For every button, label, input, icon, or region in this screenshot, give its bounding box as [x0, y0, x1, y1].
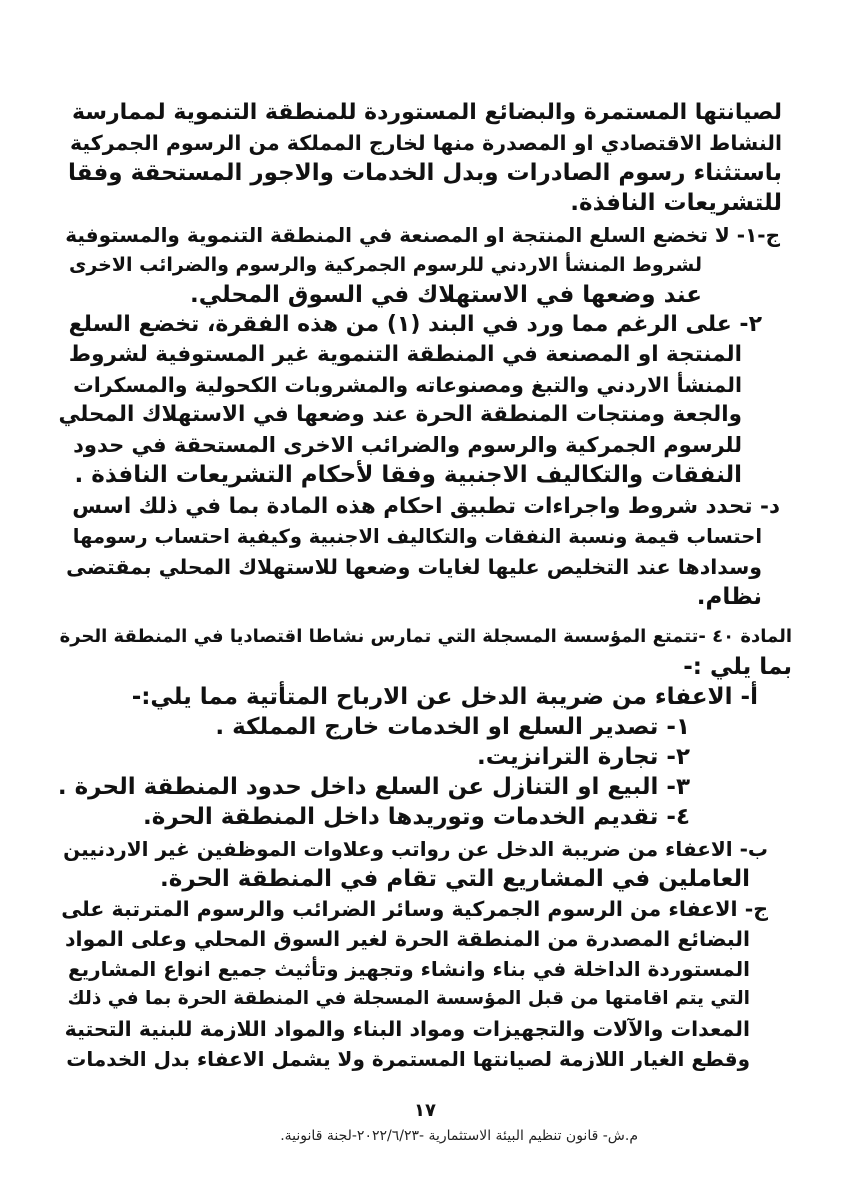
text-line: وسدادها عند التخليص عليها لغايات وضعها للاستهلاك المحلي بمقتضى [66, 555, 762, 579]
text-line: العاملين في المشاريع التي تقام في المنطقة الحرة. [160, 866, 750, 892]
text-line: البضائع المصدرة من المنطقة الحرة لغير السوق المحلي وعلى المواد [64, 927, 750, 951]
text-line: للرسوم الجمركية والرسوم والضرائب الاخرى المستحقة في حدود [73, 433, 742, 457]
text-line: ١- تصدير السلع او الخدمات خارج المملكة . [215, 714, 690, 740]
text-line: احتساب قيمة ونسبة النفقات والتكاليف الاجنبية وكيفية احتساب رسومها [72, 525, 762, 548]
text-line: لصيانتها المستمرة والبضائع المستوردة للمنطقة التنموية لممارسة [72, 100, 782, 125]
text-line: نظام. [696, 584, 762, 610]
text-line: المنشأ الاردني والتبغ ومصنوعاته والمشروبات الكحولية والمسكرات [73, 373, 742, 397]
text-line: المستوردة الداخلة في بناء وانشاء وتجهيز وتأثيث جميع انواع المشاريع [67, 957, 750, 981]
text-line: والجعة ومنتجات المنطقة الحرة عند وضعها في الاستهلاك المحلي [58, 402, 742, 427]
text-line: أ- الاعفاء من ضريبة الدخل عن الارباح المتأتية مما يلي:- [131, 684, 758, 710]
text-line: المنتجة او المصنعة في المنطقة التنموية غير المستوفية لشروط [68, 342, 742, 367]
text-line: ب- الاعفاء من ضريبة الدخل عن رواتب وعلاوات الموظفين غير الاردنيين [63, 837, 768, 861]
article-heading: المادة ٤٠ -تتمتع المؤسسة المسجلة التي تمارس نشاطا اقتصاديا في المنطقة الحرة [59, 626, 792, 647]
text-line: ج- الاعفاء من الرسوم الجمركية وسائر الضرائب والرسوم المترتبة على [61, 897, 768, 921]
text-line: المعدات والآلات والتجهيزات ومواد البناء والمواد اللازمة للبنية التحتية [64, 1017, 750, 1041]
text-line: ج-١- لا تخضع السلع المنتجة او المصنعة في المنطقة التنموية والمستوفية [65, 223, 780, 247]
text-line: ٢- على الرغم مما ورد في البند (١) من هذه الفقرة، تخضع السلع [68, 312, 762, 337]
text-line: بما يلي :- [683, 654, 792, 680]
text-line: وقطع الغيار اللازمة لصيانتها المستمرة ولا يشمل الاعفاء بدل الخدمات [66, 1047, 750, 1071]
text-line: باستثناء رسوم الصادرات وبدل الخدمات والاجور المستحقة وفقا [68, 160, 782, 186]
page-number: ١٧ [414, 1100, 436, 1121]
text-line: عند وضعها في الاستهلاك في السوق المحلي. [190, 282, 702, 308]
text-line: ٤- تقديم الخدمات وتوريدها داخل المنطقة الحرة. [143, 804, 690, 830]
text-line: د- تحدد شروط واجراءات تطبيق احكام هذه المادة بما في ذلك اسس [72, 494, 780, 519]
text-line: ٢- تجارة الترانزيت. [476, 744, 690, 770]
text-line: للتشريعات النافذة. [570, 190, 782, 216]
text-line: لشروط المنشأ الاردني للرسوم الجمركية والرسوم والضرائب الاخرى [68, 254, 702, 276]
text-line: النشاط الاقتصادي او المصدرة منها لخارج المملكة من الرسوم الجمركية [70, 131, 782, 155]
text-line: النفقات والتكاليف الاجنبية وفقا لأحكام التشريعات النافذة . [74, 462, 742, 488]
text-line: التي يتم اقامتها من قبل المؤسسة المسجلة في المنطقة الحرة بما في ذلك [67, 988, 750, 1009]
page-footer: م.ش- قانون تنظيم البيئة الاستثمارية -٢٠٢٢/٦/٢٣-لجنة قانونية. [280, 1128, 638, 1144]
text-line: ٣- البيع او التنازل عن السلع داخل حدود المنطقة الحرة . [57, 774, 690, 800]
